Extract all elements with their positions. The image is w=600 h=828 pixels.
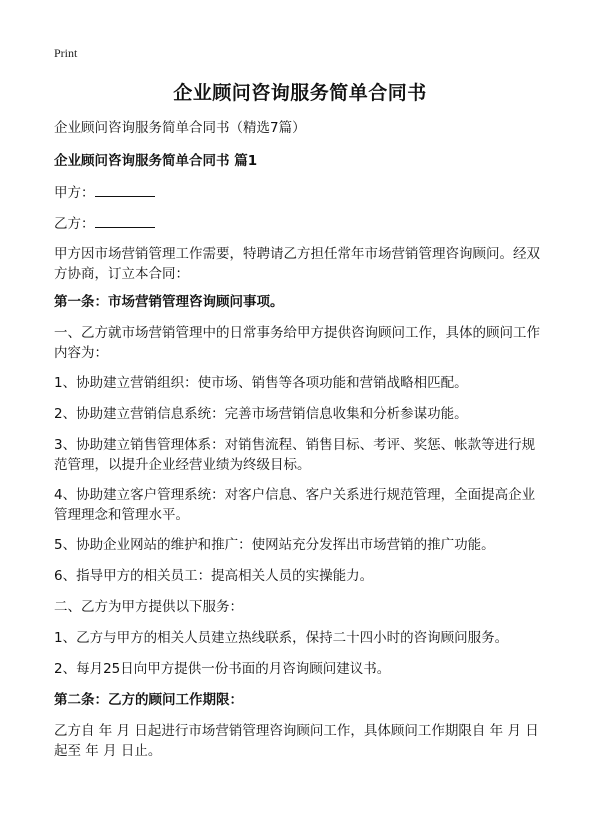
section-heading: 企业顾问咨询服务简单合同书 篇1: [54, 153, 258, 169]
party-a-label: 甲方：: [54, 185, 95, 201]
party-a-blank: [95, 182, 155, 197]
article1-paragraph-1: 一、乙方就市场营销管理中的日常事务给甲方提供咨询顾问工作，具体的顾问工作内容为：: [54, 325, 540, 361]
document-title: 企业顾问咨询服务简单合同书: [173, 82, 427, 104]
party-a-line: [54, 182, 546, 203]
party-b-blank: [95, 213, 155, 228]
list-item: 2、协助建立营销信息系统：完善市场营销信息收集和分析参谋功能。: [54, 406, 468, 422]
article2-paragraph-1: 乙方自 年 月 日起进行市场营销管理咨询顾问工作，具体顾问工作期限自 年 月 日起至 年 月 日止。: [54, 723, 539, 759]
party-b-line: [54, 213, 546, 234]
list-item: 5、协助企业网站的维护和推广：使网站充分发挥出市场营销的推广功能。: [54, 537, 495, 553]
list-item: 1、协助建立营销组织：使市场、销售等各项功能和营销战略相匹配。: [54, 375, 468, 391]
service-item: 1、乙方与甲方的相关人员建立热线联系，保持二十四小时的咨询顾问服务。: [54, 630, 509, 646]
article2-heading: 第二条：乙方的顾问工作期限：: [54, 692, 243, 708]
intro-paragraph: 甲方因市场营销管理工作需要，特聘请乙方担任常年市场营销管理咨询顾问。经双方协商，订立本合同：: [54, 246, 540, 282]
list-item: 6、指导甲方的相关员工：提高相关人员的实操能力。: [54, 568, 374, 584]
list-item: 4、协助建立客户管理系统：对客户信息、客户关系进行规范管理，全面提高企业管理理念和管理水平。: [54, 487, 536, 523]
party-b-label: 乙方：: [54, 216, 95, 232]
print-label: Print: [54, 46, 78, 60]
list-item: 3、协助建立销售管理体系：对销售流程、销售目标、考评、奖惩、帐款等进行规范管理，以提升企业经营业绩为终级目标。: [54, 437, 536, 473]
article1-paragraph-2: 二、乙方为甲方提供以下服务：: [54, 599, 243, 615]
service-item: 2、每月25日向甲方提供一份书面的月咨询顾问建议书。: [54, 661, 391, 677]
document-subtitle: 企业顾问咨询服务简单合同书（精选7篇）: [54, 120, 306, 136]
article1-heading: 第一条：市场营销管理咨询顾问事项。: [54, 294, 284, 310]
